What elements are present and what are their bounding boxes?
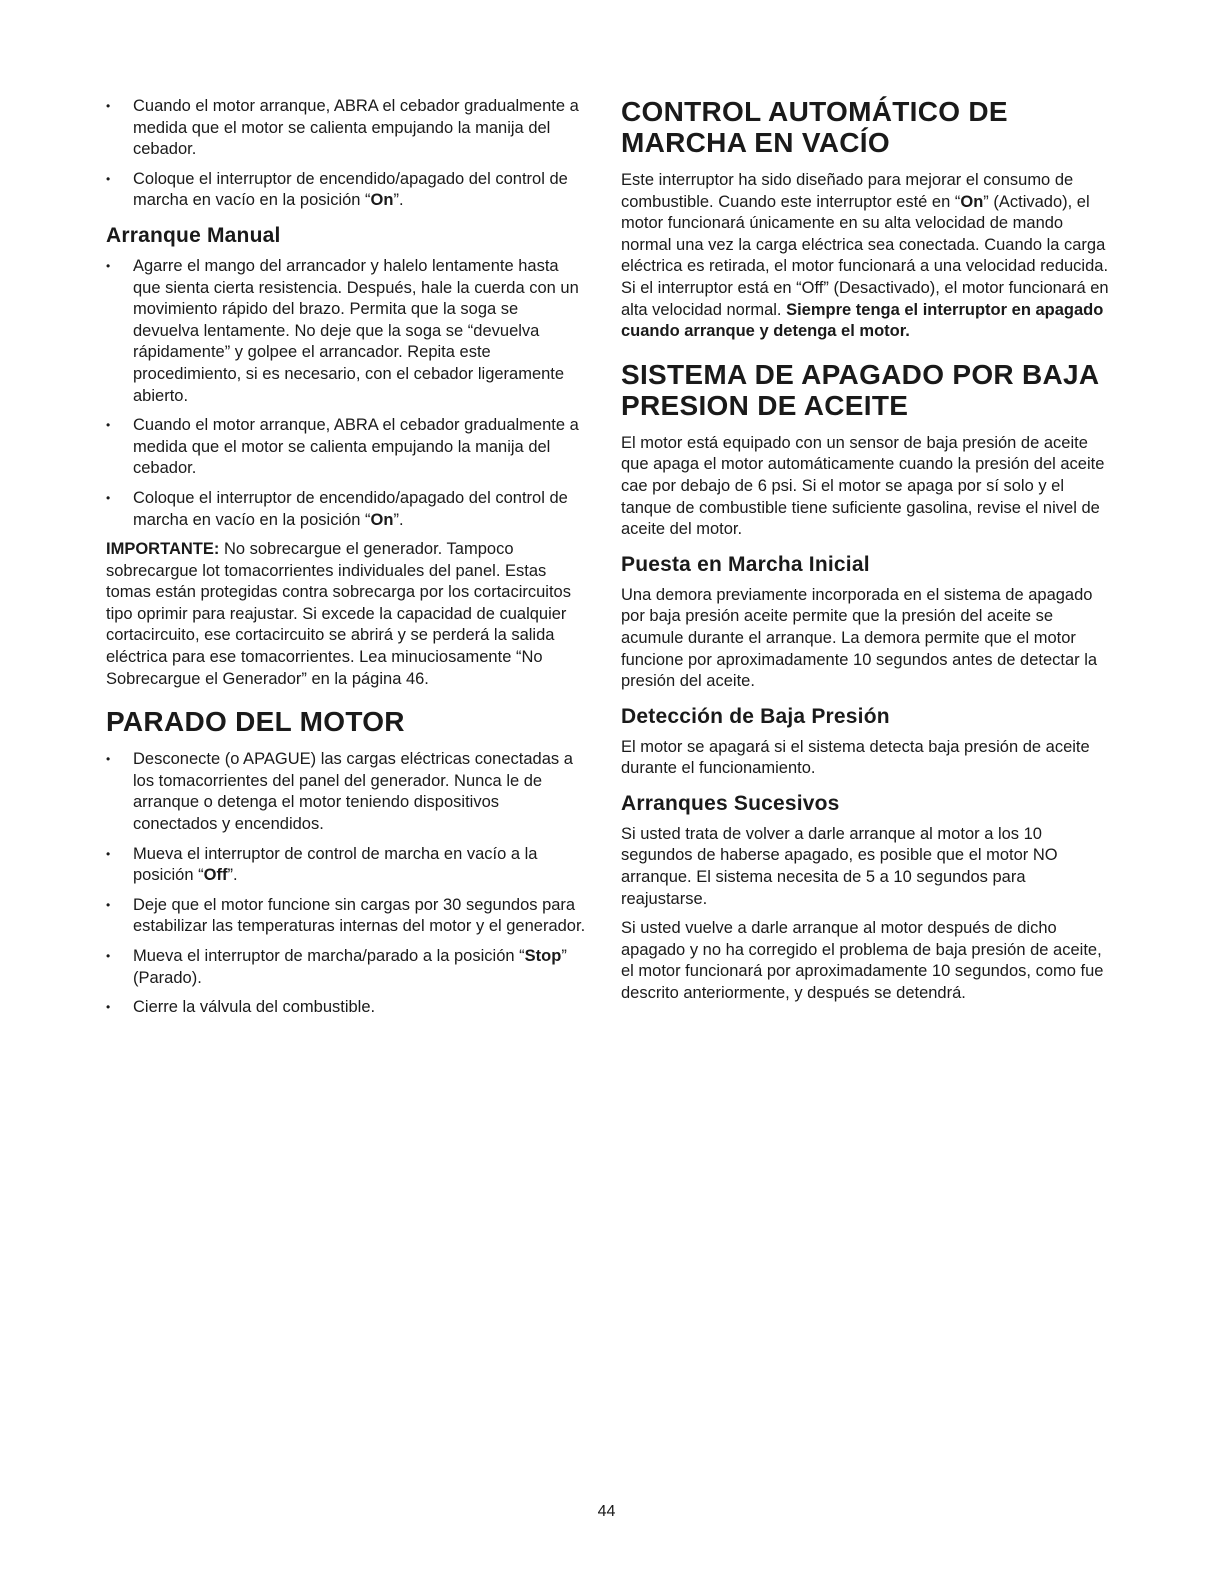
right-column	[621, 96, 1111, 1013]
heading-line: MARCHA EN VACÍO	[621, 127, 890, 158]
list-item	[106, 169, 586, 212]
sucesivos-paragraph-2: Si usted vuelve a darle arranque al motor después de dicho apagado y no ha corregido el problema de baja presión de aceite, el motor funcionará por aproximadamente 10 segundos, como fue descrito anteriormente, y después se detendrá.	[621, 919, 1104, 1003]
bullet-text: Cierre la válvula del combustible.	[133, 998, 376, 1017]
manual-bullets	[106, 256, 586, 531]
bold-term: Stop	[524, 947, 562, 965]
paragraph-text: ” (Activado), el motor funcionará únicamente en su alta velocidad de mando normal una vez la carga eléctrica sea conectada. Cuando la carga eléctrica es retirada, el motor funcionará a una velocidad reducida. Si el interruptor está en “Off” (Desactivado), el motor funcionará en alta velocidad normal.	[621, 192, 1109, 319]
sucesivos-paragraph-1: Si usted trata de volver a darle arranque al motor a los 10 segundos de haberse apagado, es posible que el motor NO arranque. El sistema necesita de 5 a 10 segundos para reajustarse.	[621, 824, 1058, 908]
list-item	[106, 256, 586, 407]
list-item	[106, 749, 586, 835]
heading-line: CONTROL AUTOMÁTICO DE	[621, 96, 1008, 127]
sistema-paragraph: El motor está equipado con un sensor de baja presión de aceite que apaga el motor automáticamente cuando la presión del aceite cae por debajo de 6 psi. Si el motor se apaga por sí solo y el tanque de combustible tiene suficiente gasolina, revise el nivel de aceite del motor.	[621, 433, 1105, 539]
important-label: IMPORTANTE:	[106, 540, 220, 559]
bullet-text: Deje que el motor funcione sin cargas por 30 segundos para estabilizar las temperaturas internas del motor y el generador.	[133, 895, 586, 936]
page-number: 44	[597, 1503, 616, 1520]
list-item	[106, 997, 586, 1019]
list-item	[106, 96, 586, 161]
deteccion-paragraph: El motor se apagará si el sistema detecta baja presión de aceite durante el funcionamiento.	[621, 737, 1090, 778]
paragraph-text: Este interruptor ha sido diseñado para mejorar el consumo de combustible. Cuando este interruptor esté en “	[621, 171, 1074, 211]
bullet-text: Mueva el interruptor de marcha/parado a la posición “	[133, 947, 525, 965]
bold-term: On	[960, 192, 984, 211]
list-item	[106, 415, 586, 480]
bullet-text: ”.	[227, 866, 238, 885]
bullet-text: Mueva el interruptor de control de marcha en vacío a la posición “	[133, 844, 538, 885]
list-item	[106, 895, 586, 938]
heading-arranques-sucesivos: Arranques Sucesivos	[621, 791, 840, 815]
left-column	[106, 96, 586, 1027]
heading-deteccion-baja-presion: Detección de Baja Presión	[621, 704, 890, 728]
bullet-text: Coloque el interruptor de encendido/apagado del control de marcha en vacío en la posición “	[133, 169, 568, 210]
heading-sistema-apagado	[621, 359, 1111, 421]
heading-control-automatico	[621, 96, 1111, 158]
bold-warning: Siempre tenga el interruptor en apagado cuando arranque y detenga el motor.	[621, 300, 1104, 341]
heading-line: PRESION DE ACEITE	[621, 389, 909, 421]
control-paragraph	[621, 170, 1111, 343]
heading-parado-del-motor: PARADO DEL MOTOR	[106, 706, 405, 738]
heading-puesta-en-marcha: Puesta en Marcha Inicial	[621, 552, 870, 576]
bold-term: On	[370, 191, 394, 210]
bold-term: On	[370, 510, 394, 529]
important-note	[106, 539, 586, 690]
start-bullets	[106, 96, 586, 212]
bullet-text: ”.	[393, 191, 404, 210]
bold-term: Off	[203, 866, 228, 885]
parado-bullets	[106, 749, 586, 1019]
bullet-text: Cuando el motor arranque, ABRA el cebador gradualmente a medida que el motor se calienta empujando la manija del cebador.	[133, 416, 579, 478]
list-item	[106, 946, 586, 989]
heading-line: SISTEMA DE APAGADO POR BAJA	[621, 358, 1100, 390]
bullet-text: ” (Parado).	[133, 947, 567, 987]
bullet-text: ”.	[393, 510, 404, 529]
bullet-text: Desconecte (o APAGUE) las cargas eléctricas conectadas a los tomacorrientes del panel del generador. Nunca le de arranque o detenga el motor teniendo dispositivos conectados y encendidos.	[133, 750, 573, 834]
important-text: No sobrecargue el generador. Tampoco sobrecargue lot tomacorrientes individuales del panel. Estas tomas están protegidas contra sobrecarga por los cortacircuitos tipo oprimir para reajustar. Si excede la capacidad de cualquier cortacircuito, ese cortacircuito se abrirá y se perderá la salida eléctrica para ese tomacorrientes. Lea minuciosamente “No Sobrecargue el Generador” en la página 46.	[106, 540, 571, 688]
bullet-text: Coloque el interruptor de encendido/apagado del control de marcha en vacío en la posición “	[133, 488, 568, 529]
list-item	[106, 488, 586, 531]
bullet-text: Agarre el mango del arrancador y halelo lentamente hasta que sienta cierta resistencia. Después, hale la cuerda con un movimiento rápido del brazo. Permita que la soga se devuelva lentamente. No deje que la soga se “devuelva rápidamente” y golpee el arrancador. Repita este procedimiento, si es necesario, con el cebador ligeramente abierto.	[133, 256, 579, 405]
bullet-text: Cuando el motor arranque, ABRA el cebador gradualmente a medida que el motor se calienta empujando la manija del cebador.	[133, 97, 579, 159]
puesta-paragraph: Una demora previamente incorporada en el sistema de apagado por baja presión aceite permite que la presión del aceite se acumule durante el arranque. La demora permite que el motor funcione por aproximadamente 10 segundos antes de detectar la presión del aceite.	[621, 585, 1098, 691]
heading-arranque-manual: Arranque Manual	[106, 223, 281, 247]
list-item	[106, 844, 586, 887]
